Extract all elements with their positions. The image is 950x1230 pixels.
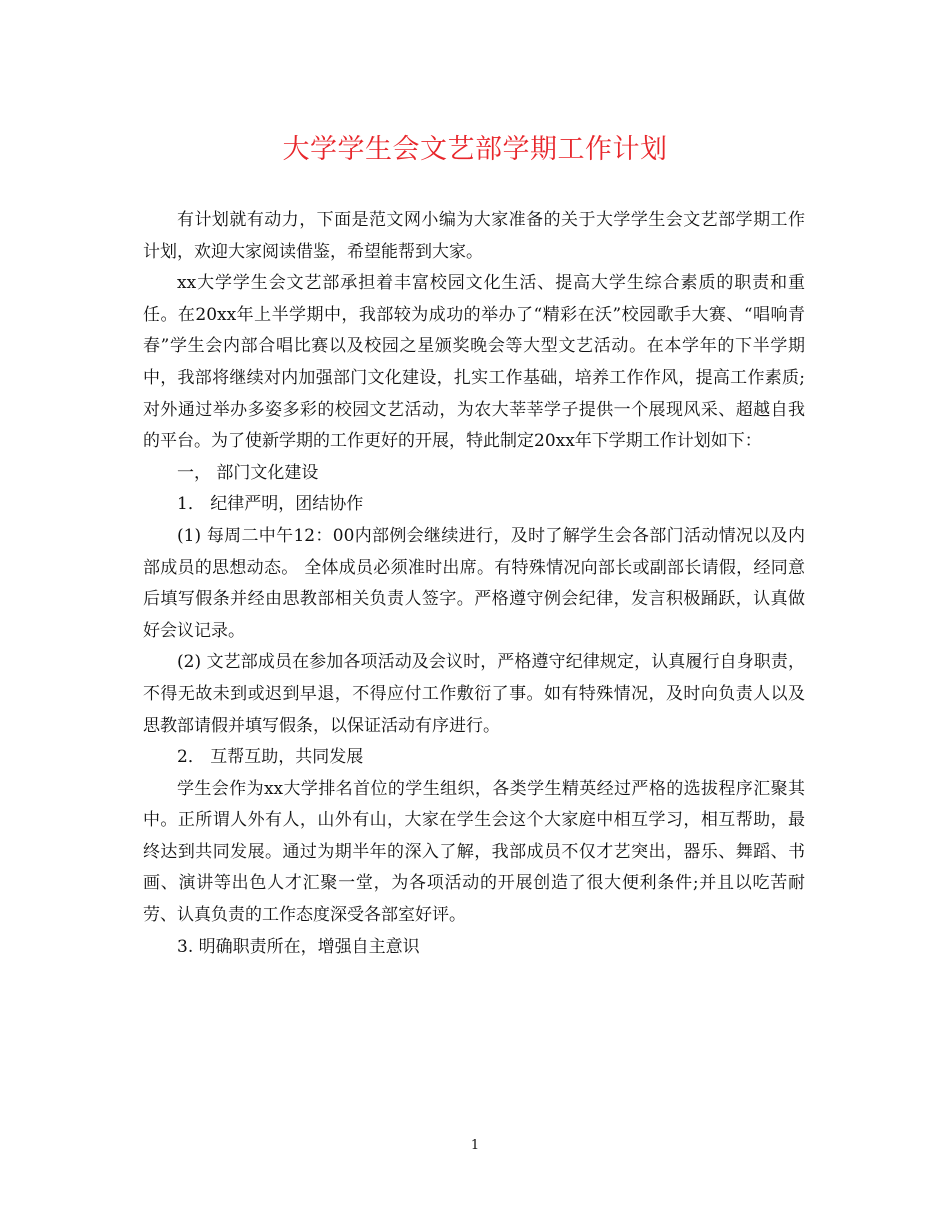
subsection-heading-2: 2． 互帮互助，共同发展	[177, 747, 364, 768]
paragraph-cooperation: 学生会作为xx大学排名首位的学生组织，各类学生精英经过严格的选拔程序汇聚其中。正所谓人外有人，山外有山，大家在学生会这个大家庭中相互学习，相互帮助，最终达到共同发展。通过为期半年的深入了解，我部成员不仅才艺突出，器乐、舞蹈、书画、演讲等出色人才汇聚一堂，为各项活动的开展创造了很大便利条件;并且以吃苦耐劳、认真负责的工作态度深受各部室好评。	[143, 778, 805, 926]
document-title: 大学学生会文艺部学期工作计划	[282, 134, 668, 165]
page-number: 1	[470, 1138, 480, 1153]
subsection-heading-1: 1． 纪律严明，团结协作	[177, 494, 364, 515]
document-body	[143, 205, 805, 963]
paragraph-intro: 有计划就有动力，下面是范文网小编为大家准备的关于大学学生会文艺部学期工作计划，欢迎大家阅读借鉴，希望能帮到大家。	[143, 210, 805, 262]
section-heading-1: 一， 部门文化建设	[177, 462, 319, 483]
subsection-heading-3: 3. 明确职责所在，增强自主意识	[177, 936, 420, 957]
paragraph-overview: xx大学学生会文艺部承担着丰富校园文化生活、提高大学生综合素质的职责和重任。在20xx年上半学期中，我部较为成功的举办了“精彩在沃”校园歌手大赛、“唱响青春”学生会内部合唱比赛以及校园之星颁奖晚会等大型文艺活动。在本学年的下半学期中，我部将继续对内加强部门文化建设，扎实工作基础，培养工作作风，提高工作素质;对外通过举办多姿多彩的校园文艺活动，为农大莘莘学子提供一个展现风采、超越自我的平台。为了使新学期的工作更好的开展，特此制定20xx年下学期工作计划如下：	[143, 273, 805, 452]
paragraph-item-2: (2) 文艺部成员在参加各项活动及会议时，严格遵守纪律规定，认真履行自身职责，不得无故未到或迟到早退，不得应付工作敷衍了事。如有特殊情况，及时向负责人以及思教部请假并填写假条，以保证活动有序进行。	[143, 652, 805, 736]
paragraph-item-1: (1) 每周二中午12：00内部例会继续进行，及时了解学生会各部门活动情况以及内部成员的思想动态。 全体成员必须准时出席。有特殊情况向部长或副部长请假，经同意后填写假条并经由思教部相关负责人签字。严格遵守例会纪律，发言积极踊跃，认真做好会议记录。	[143, 525, 805, 641]
